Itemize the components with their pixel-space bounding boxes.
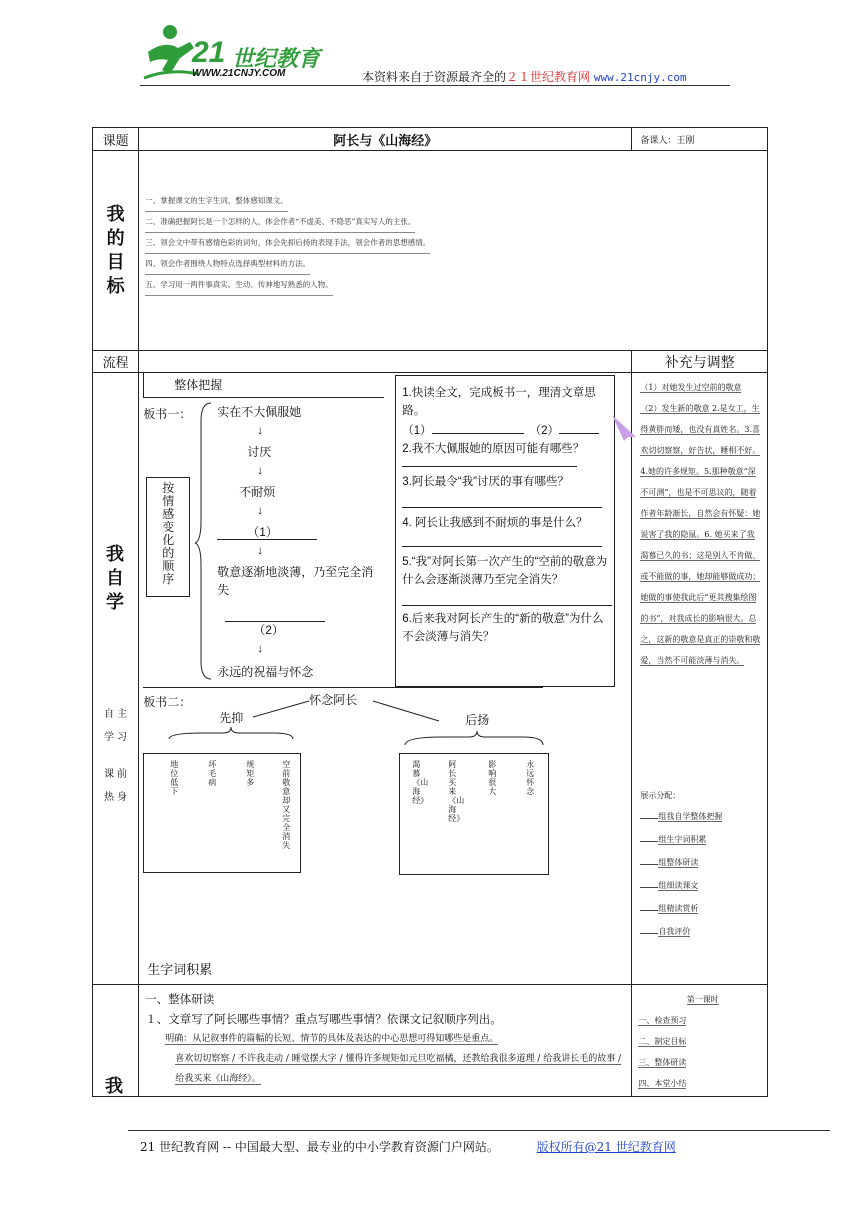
notes-cell [632,373,768,985]
logo-number: 21 [192,36,226,69]
flow-step: 讨厌 [247,445,272,459]
topic-title: 阿长与《山海经》 [139,128,632,151]
lesson-item: 二、制定目标 [638,1037,687,1046]
arrow-icon: ↓ [257,503,264,517]
question: 3.阿长最令“我”讨厌的事有哪些？ [402,476,569,488]
arrow-icon: ↓ [257,463,264,477]
brace-icon [195,401,215,681]
display-label: 展示分配： [640,791,681,800]
study-head: 一、整体研读 [145,992,215,1006]
right-item: 阿长买来《山海经》 [448,760,465,823]
source-url[interactable]: www.21cnjy.com [593,71,687,84]
board-one [143,373,383,689]
flow-step: 敬意逐渐地淡薄，乃至完全消失 [217,565,374,597]
question: 5.“我”对阿长第一次产生的“空前的敬意为什么会逐渐淡薄乃至完全消失？ [402,556,608,586]
vocab-label: 生字词积累 [147,963,213,978]
arrow-icon: ↓ [257,641,264,655]
flow-step: 永远的祝福与怀念 [217,665,314,679]
goal-item: 五、学习用一两件事真实、生动、传神地写熟悉的人物。 [139,275,767,296]
flow-step: （1） [247,525,278,539]
study-cell [139,985,632,1097]
board-two-label: 板书二： [143,695,192,709]
left-item: 空前敬意却又完全消失 [282,760,291,850]
self-study-label-cell [93,373,139,985]
self-sub: 自主 [104,709,130,720]
right-head: 后扬 [465,713,490,727]
self-study-content [139,373,632,985]
logo-url: WWW.21CNJY.COM [192,68,286,79]
arrow-icon: ↓ [257,543,264,557]
self-sub: 课前 [104,769,130,780]
right-box [399,753,549,875]
study-hint: 明确：从记叙事件的篇幅的长短、情节的具体及表达的中心思想可得知哪些是重点。 [165,1034,499,1044]
cursor-icon [610,413,640,443]
goal-item: 三、领会文中带有感情色彩的词句，体会先抑后扬的表现手法，领会作者的思想感情。 [139,233,767,254]
arrow-icon: ↓ [257,423,264,437]
goal-item: 四、领会作者围绕人物特点选择典型材料的方法。 [139,254,767,275]
self-label: 我自学 [106,544,124,613]
source-brand[interactable]: ２１世纪教育网 [506,70,591,84]
me-label: 我 [105,1076,123,1097]
board-two-title: 怀念阿长 [309,693,358,707]
study-question: １、文章写了阿长哪些事情？重点写哪些事情？依课文记叙顺序列出。 [145,1012,502,1026]
supplement-label: 补充与调整 [632,351,768,373]
study-answer: 喜欢切切察察 / 不许我走动 / 睡觉摆大字 / 懂得许多规矩如元旦吃福橘，还教给我很多道理 / 给我讲长毛的故事 / 给我买来《山海经》。 [175,1054,622,1084]
self-sub: 热身 [104,792,130,803]
left-item: 坏毛病 [208,760,217,787]
question: 2.我不大佩服她的原因可能有哪些？ [402,443,585,455]
left-item: 规矩多 [246,760,255,787]
logo-cn: 世纪教育 [232,46,321,71]
notes-text: （1）对她发生过空前的敬意 （2）发生新的敬意 2.是女工，生得黄胖而矮，也没有真姓名。3.喜欢切切察察，好告状，睡相不好。4.她的许多规矩。5.那种敬意“深不可测”，也是不可思议的，随着作者年龄渐长，自然会有怀疑：她说害了我的隐鼠。6. 她买来了我渴慕已久的书；这是别人不肯做、或不能做的事，她却能够做成功；她做的事使我此后“更其搜集绘图的书”，对我成长的影响很大。总之，这新的敬意是真正的崇敬和敬爱，当然不可能淡薄与消失。 [640,383,761,665]
right-item: 永远怀念 [526,760,535,796]
question: 6.后来我对阿长产生的“新的敬意”为什么不会淡薄与消失？ [402,613,604,643]
left-item: 地位低下 [170,760,179,796]
flow-step: 实在不大佩服她 [217,405,302,419]
footer-rule [128,1130,830,1131]
flow-step: 不耐烦 [239,485,276,499]
lesson-item: 四、本堂小结 [638,1079,687,1088]
lesson-table [92,127,768,1097]
goal-item: 一、掌握课文的生字生词，整体感知课文。 [139,191,767,212]
self-sub: 学习 [104,732,130,743]
flow-step: （2） [253,623,284,637]
runner-logo-icon [140,22,200,82]
left-head: 先抑 [219,711,244,725]
question: 1.快读全文，完成板书一，理清文章思路。 [402,387,596,417]
lesson-title: 第一课时 [686,995,719,1004]
right-item: 影响很大 [488,760,497,796]
site-logo [140,22,340,82]
me-cell [93,985,139,1097]
question: 4. 阿长让我感到不耐烦的事是什么？ [402,517,588,529]
lesson-item: 三、整体研读 [638,1058,687,1067]
board-one-label: 板书一： [143,407,192,421]
footer-left: 21 世纪教育网 -- 中国最大型、最专业的中小学教育资源门户网站。 [140,1140,499,1154]
split-lines-icon [143,687,563,757]
flow-label: 流程 [93,351,139,373]
goal-label: 我的目标 [93,151,139,351]
teacher: 备课人：王刚 [632,128,768,151]
lesson-item: 一、检查预习 [638,1016,687,1025]
footer [140,1138,676,1155]
emotion-order-box: 按情感变化的顺序 [146,477,190,597]
right-item: 渴慕《山海经》 [412,760,429,805]
source-line: 本资料来自于资源最齐全的２１世纪教育网 www.21cnjy.com [362,70,687,84]
lesson-cell [632,985,768,1097]
overall-label: 整体把握 [174,378,223,392]
goals-cell [139,151,768,351]
topic-label: 课题 [93,128,139,151]
display-list: 组我自学整体把握 组生字词积累 组整体研读 组细读课文 组精读赏析 自我评价 [640,805,760,943]
questions-box: 1.快读全文，完成板书一，理清文章思路。 （1） （2） 2.我不大佩服她的原因可能有哪些？ 3.阿长最令“我”讨厌的事有哪些？ 4. 阿长让我感到不耐烦的事是什么？ 5.“我”对阿长第一次产生的“空前的敬意为什么会逐渐淡薄乃至完全消失？ 6.后来我对阿长产生的“新的敬意”为什么不会淡薄与消失？ [395,375,615,687]
goal-item: 二、准确把握阿长是一个怎样的人，体会作者“不虚美、不隐恶”真实写人的主张。 [139,212,767,233]
header-rule [140,85,730,86]
left-box [143,753,301,873]
board-two [143,687,543,877]
footer-copyright-link[interactable]: 版权所有@21 世纪教育网 [536,1140,676,1154]
